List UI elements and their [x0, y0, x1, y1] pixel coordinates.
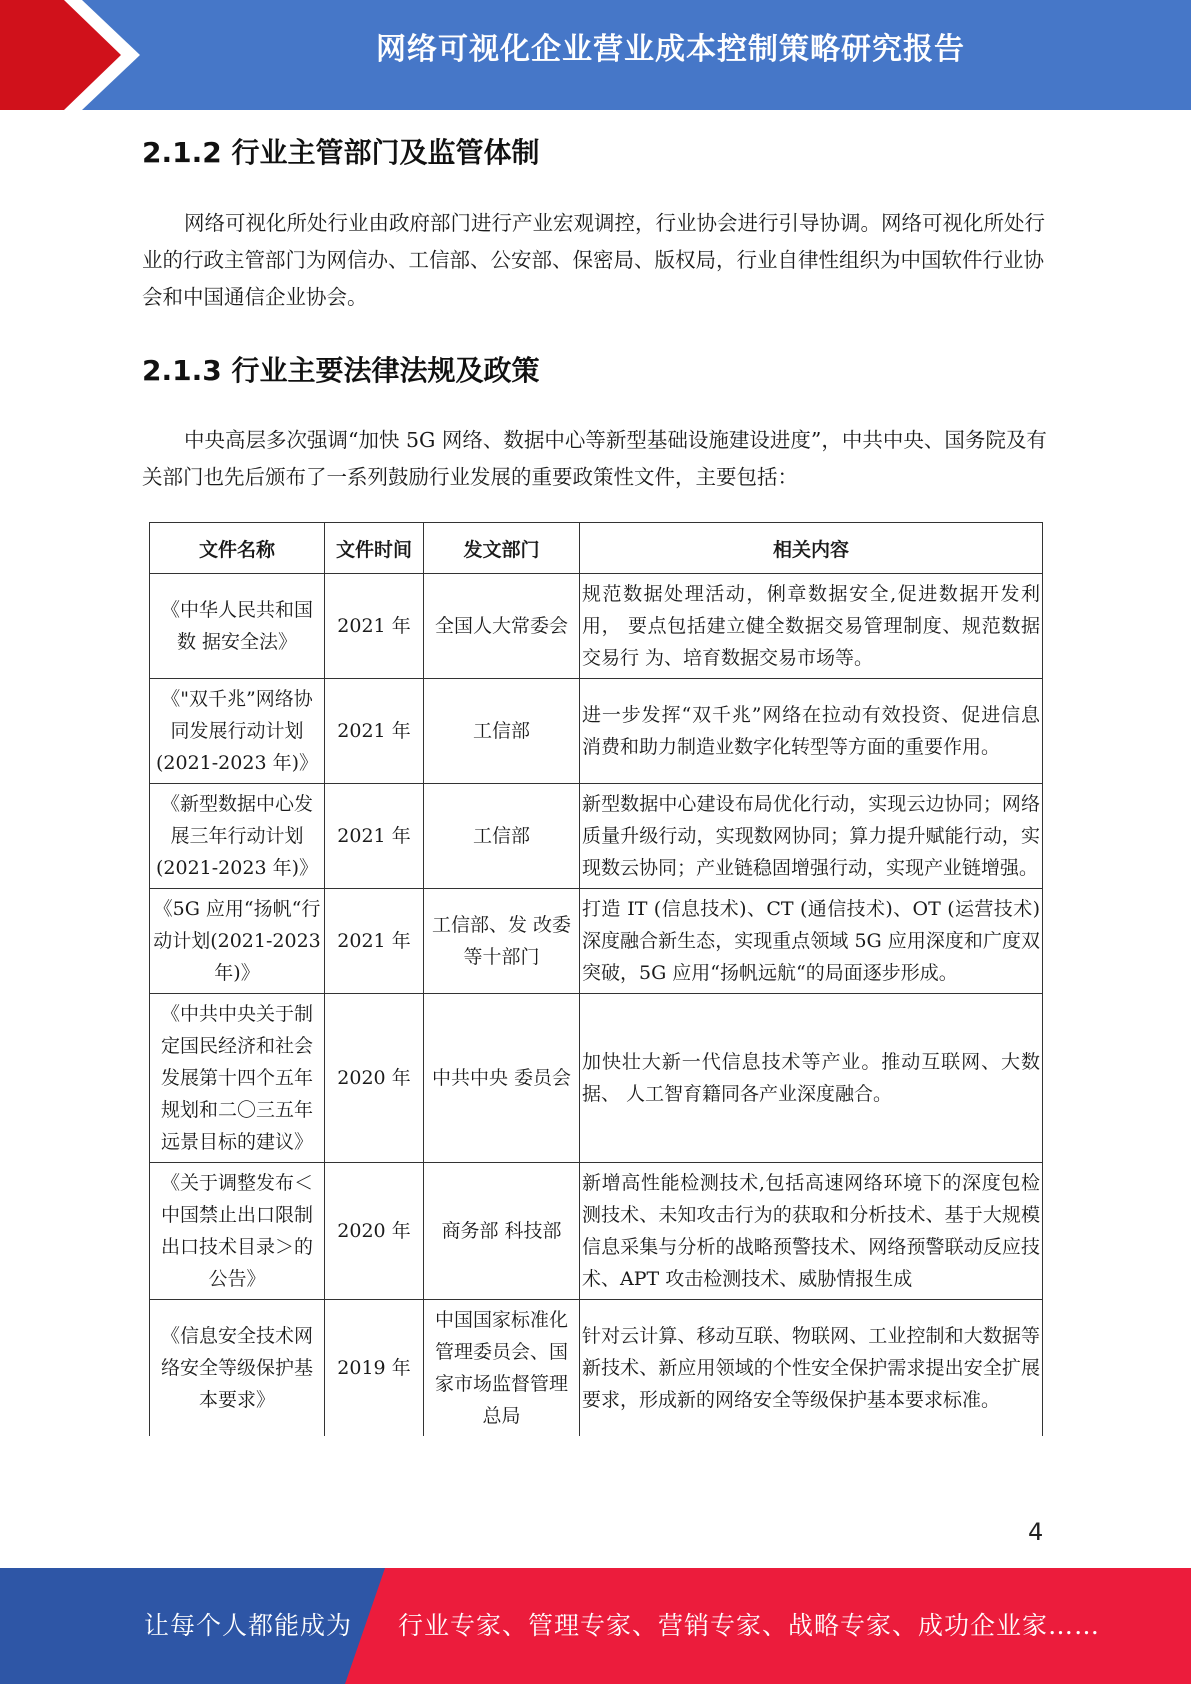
document-time: 2021 年	[325, 574, 424, 679]
document-content: 新型数据中心建设布局优化行动，实现云边协同；网络 质量升级行动，实现数网协同；算力提升赋能行动，实 现数云协同；产业链稳固增强行动，实现产业链增强。	[580, 784, 1043, 889]
document-dept: 中国国家标准化管理委员会、国家市场监督管理总局	[424, 1300, 580, 1437]
document-time: 2019 年	[325, 1300, 424, 1437]
section-paragraph-2-1-3: 中央高层多次强调“加快 5G 网络、数据中心等新型基础设施建设进度”，中共中央、国务院及有关部门也先后颁布了一系列鼓励行业发展的重要政策性文件，主要包括：	[142, 428, 1047, 489]
column-header-content: 相关内容	[580, 523, 1043, 574]
document-content: 打造 IT (信息技术)、CT (通信技术)、OT (运营技术)深度融合新生态，实现重点领域 5G 应用深度和广度双突破，5G 应用“扬帆远航“的局面逐步形成。	[580, 889, 1043, 994]
document-dept: 商务部 科技部	[424, 1163, 580, 1300]
column-header-dept: 发文部门	[424, 523, 580, 574]
document-content: 加快壮大新一代信息技术等产业。推动互联网、大数据、 人工智育籍同各产业深度融合。	[580, 994, 1043, 1163]
document-dept: 工信部、发 改委等十部门	[424, 889, 580, 994]
table-row	[150, 1300, 1043, 1437]
document-name: 《新型数据中心发展三年行动计划(2021-2023 年)》	[150, 784, 325, 889]
document-name: 《5G 应用“扬帆“行动计划(2021-2023 年)》	[150, 889, 325, 994]
document-content: 进一步发挥“双千兆”网络在拉动有效投资、促进信息 消费和助力制造业数字化转型等方面的重要作用。	[580, 679, 1043, 784]
document-name: 《"双千兆”网络协同发展行动计划(2021-2023 年)》	[150, 679, 325, 784]
policy-table	[149, 522, 1043, 1436]
section-heading-2-1-3: 2.1.3 行业主要法律法规及政策	[142, 354, 540, 387]
table-row	[150, 1163, 1043, 1300]
page-header	[0, 0, 1191, 110]
document-name: 《中华人民共和国数 据安全法》	[150, 574, 325, 679]
page-footer	[0, 1568, 1191, 1684]
document-name: 《中共中央关于制定国民经济和社会发展第十四个五年规划和二〇三五年远景目标的建议》	[150, 994, 325, 1163]
document-dept: 全国人大常委会	[424, 574, 580, 679]
document-time: 2021 年	[325, 784, 424, 889]
table-row	[150, 994, 1043, 1163]
document-time: 2020 年	[325, 1163, 424, 1300]
document-name: 《信息安全技术网络安全等级保护基本要求》	[150, 1300, 325, 1437]
table-row	[150, 784, 1043, 889]
section-heading-2-1-2: 2.1.2 行业主管部门及监管体制	[142, 136, 540, 169]
document-time: 2021 年	[325, 679, 424, 784]
document-content: 针对云计算、移动互联、物联网、工业控制和大数据等 新技术、新应用领域的个性安全保护需求提出安全扩展 要求，形成新的网络安全等级保护基本要求标准。	[580, 1300, 1043, 1437]
column-header-name: 文件名称	[150, 523, 325, 574]
section-paragraph-2-1-2: 网络可视化所处行业由政府部门进行产业宏观调控，行业协会进行引导协调。网络可视化所处行业的行政主管部门为网信办、工信部、公安部、保密局、版权局，行业自律性组织为中国软件行业协会和中国通信企业协会。	[142, 211, 1045, 309]
document-content: 新增高性能检测技术,包括高速网络环境下的深度包检 测技术、未知攻击行为的获取和分析技术、基于大规模 信息采集与分析的战略预警技术、网络预警联动反应技 术、APT 攻击检测技术、威胁情报生成	[580, 1163, 1043, 1300]
page-number: 4	[1028, 1518, 1044, 1546]
document-time: 2020 年	[325, 994, 424, 1163]
document-dept: 工信部	[424, 784, 580, 889]
document-content: 规范数据处理活动，俐章数据安全,促进数据开发利用， 要点包括建立健全数据交易管理制度、规范数据交易行 为、培育数据交易市场等。	[580, 574, 1043, 679]
document-dept: 中共中央 委员会	[424, 994, 580, 1163]
footer-slogan-left: 让每个人都能成为	[144, 1611, 353, 1640]
report-title: 网络可视化企业营业成本控制策略研究报告	[376, 32, 965, 67]
document-time: 2021 年	[325, 889, 424, 994]
column-header-time: 文件时间	[325, 523, 424, 574]
document-dept: 工信部	[424, 679, 580, 784]
table-row	[150, 889, 1043, 994]
table-row	[150, 574, 1043, 679]
footer-slogan-right: 行业专家、管理专家、营销专家、战略专家、成功企业家……	[398, 1611, 1101, 1640]
table-header-row	[150, 523, 1043, 574]
document-name: 《关于调整发布＜中国禁止出口限制出口技术目录＞的公告》	[150, 1163, 325, 1300]
table-row	[150, 679, 1043, 784]
